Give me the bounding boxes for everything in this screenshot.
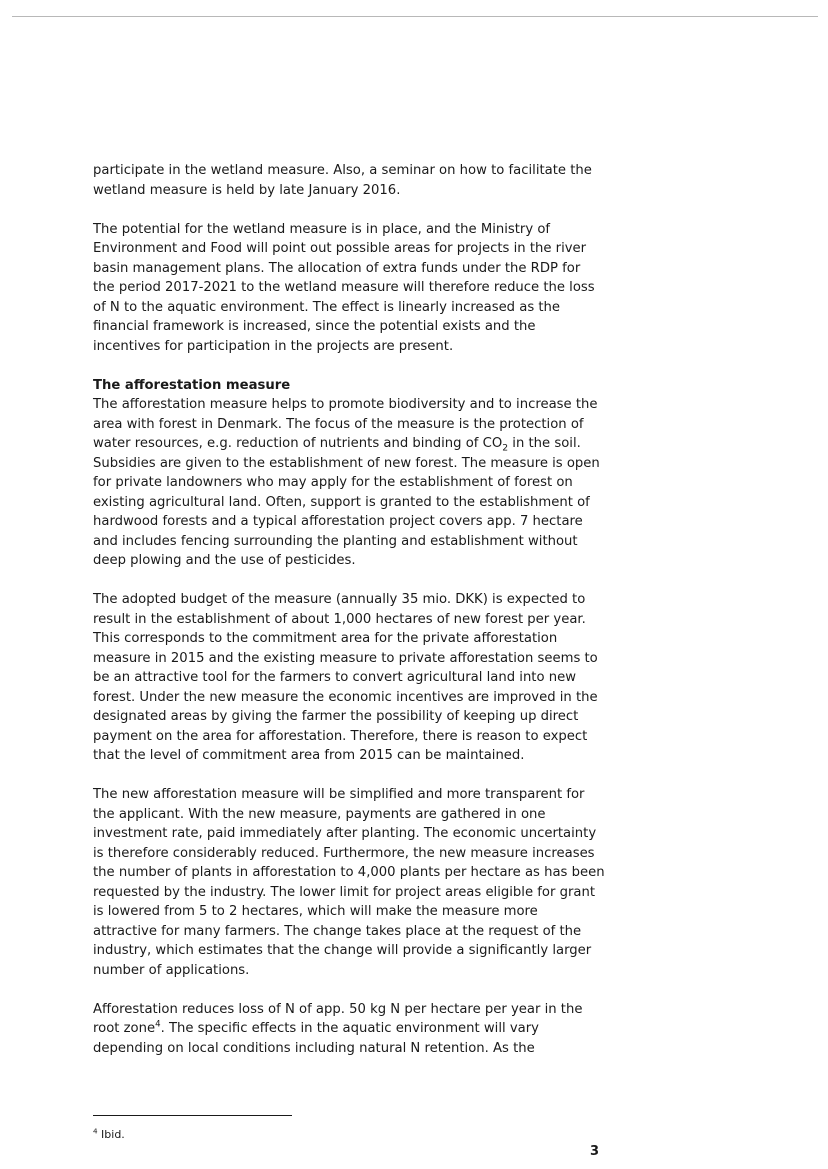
- paragraph-n-reduction: [93, 1000, 605, 1059]
- header-rule: [12, 16, 818, 17]
- footnote: [93, 1128, 125, 1142]
- text-segment: The afforestation measure helps to promote biodiversity and to increase the area with forest in Denmark. The focus of the measure is the protection of water resources, e.g. reduction of nutrients and binding of CO: [93, 397, 598, 451]
- paragraph-budget: The adopted budget of the measure (annually 35 mio. DKK) is expected to result in the establishment of about 1,000 hectares of new forest per year. This corresponds to the commitment area for the private afforestation measure in 2015 and the existing measure to private afforestation seems to be an attractive tool for the farmers to convert agricultural land into new forest. Under the new measure the economic incentives are improved in the designated areas by giving the farmer the possibility of keeping up direct payment on the area for afforestation. Therefore, there is reason to expect that the level of commitment area from 2015 can be maintained.: [93, 592, 598, 763]
- footnote-number: 4: [93, 1126, 98, 1136]
- paragraph-wetland-potential: The potential for the wetland measure is in place, and the Ministry of Environment and Food will point out possible areas for projects in the river basin management plans. The allocation of extra funds under the RDP for the period 2017-2021 to the wetland measure will therefore reduce the loss of N to the aquatic environment. The effect is linearly increased as the financial framework is increased, since the potential exists and the incentives for participation in the projects are present.: [93, 221, 595, 354]
- footnote-separator: [93, 1115, 292, 1116]
- text-segment: Afforestation reduces loss of N of app. 50 kg N per hectare per year in the root zone: [93, 1001, 583, 1036]
- section-heading: The afforestation measure: [93, 377, 291, 393]
- paragraph-new-measure: The new afforestation measure will be simplified and more transparent for the applicant. With the new measure, payments are gathered in one investment rate, paid immediately after planting. The economic uncertainty is therefore considerably reduced. Furthermore, the new measure increases the number of plants in afforestation to 4,000 plants per hectare as has been requested by the industry. The lower limit for project areas eligible for grant is lowered from 5 to 2 hectares, which will make the measure more attractive for many farmers. The change takes place at the request of the industry, which estimates that the change will provide a significantly larger number of applications.: [93, 787, 605, 978]
- page-body: [93, 161, 605, 1078]
- paragraph-wetland-seminar: participate in the wetland measure. Also, a seminar on how to facilitate the wetland measure is held by late January 2016.: [93, 163, 592, 198]
- text-segment: . The specific effects in the aquatic environment will vary depending on local conditions including natural N retention. As the: [93, 1021, 539, 1056]
- paragraph-afforestation-intro: [93, 395, 605, 454]
- text-segment: in the soil.: [508, 436, 581, 451]
- subscript: 2: [502, 442, 509, 454]
- footnote-reference: 4: [155, 1019, 161, 1030]
- paragraph-subsidies: Subsidies are given to the establishment of new forest. The measure is open for private landowners who may apply for the establishment of forest on existing agricultural land. Often, support is granted to the establishment of hardwood forests and a typical afforestation project covers app. 7 hectare and includes fencing surrounding the planting and establishment without deep plowing and the use of pesticides.: [93, 455, 600, 568]
- page-number: 3: [590, 1144, 600, 1159]
- footnote-text: Ibid.: [97, 1128, 125, 1141]
